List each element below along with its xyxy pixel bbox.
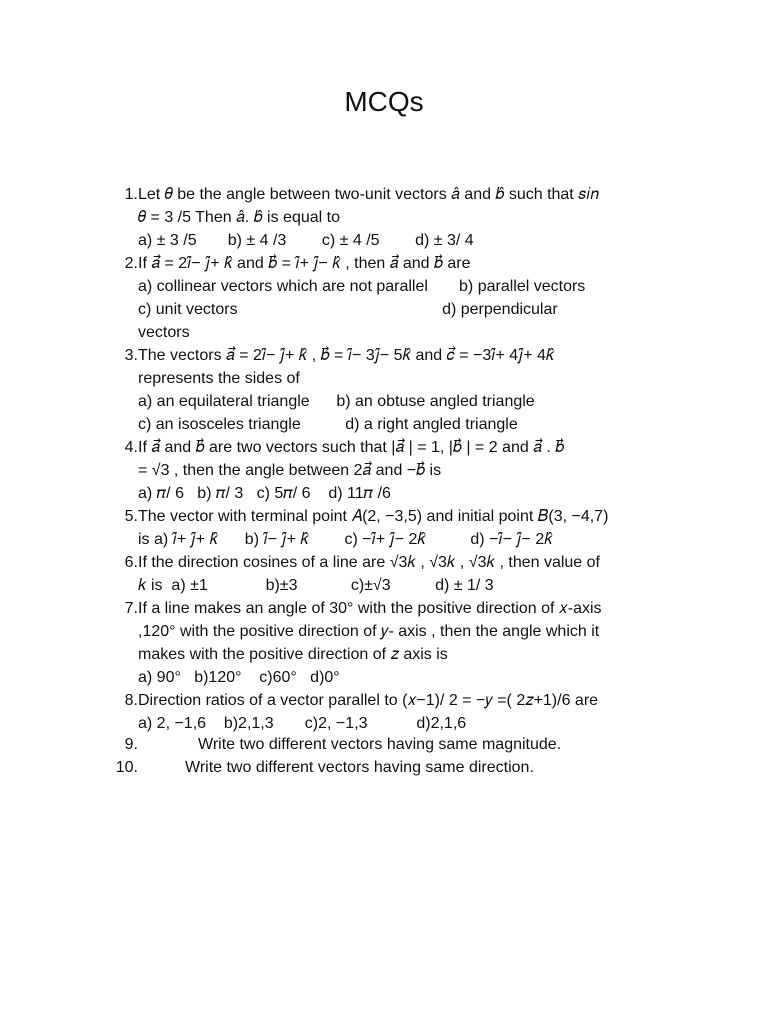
question-line: a) collinear vectors which are not parallel b) parallel vectors [138, 278, 586, 295]
question-line: 𝑘 is a) ±1 b)±3 c)±√3 d) ± 1/ 3 [138, 577, 494, 594]
question-number: 7. [124, 600, 138, 617]
question-line: If the direction cosines of a line are √3𝑘 , √3𝑘 , √3𝑘 , then value of [138, 554, 600, 571]
question-line: c) an isosceles triangle d) a right angled triangle [138, 416, 518, 433]
question-line: represents the sides of [138, 370, 300, 387]
question-1 [100, 183, 680, 252]
page-title: MCQs [344, 86, 424, 117]
question-number: 9. [124, 736, 138, 753]
question-number: 4. [124, 439, 138, 456]
question-number: 2. [124, 255, 138, 272]
question-body [138, 436, 680, 505]
question-body [138, 252, 680, 344]
question-number: 10. [115, 759, 138, 776]
question-line: 𝜃 = 3 /5 Then 𝑎̂. 𝑏̂ is equal to [138, 209, 340, 226]
question-body [138, 505, 680, 551]
question-line: Direction ratios of a vector parallel to (𝑥−1)/ 2 = −𝑦 =( 2𝑧+1)/6 are [138, 692, 599, 709]
question-number: 3. [124, 347, 138, 364]
question-number: 5. [124, 508, 138, 525]
question-line: If 𝑎⃗ = 2𝑖̂− 𝑗̂+ 𝑘̂ and 𝑏⃗ = 𝑖̂+ 𝑗̂− 𝑘̂ , then 𝑎⃗ and 𝑏⃗ are [138, 255, 471, 272]
question-line: If 𝑎⃗ and 𝑏⃗ are two vectors such that |𝑎⃗ | = 1, |𝑏⃗ | = 2 and 𝑎⃗ . 𝑏⃗ [138, 439, 565, 456]
question-3 [100, 344, 680, 436]
question-body [138, 551, 680, 597]
question-line: a) 𝜋/ 6 b) 𝜋/ 3 c) 5𝜋/ 6 d) 11𝜋 /6 [138, 485, 391, 502]
question-line: ,120° with the positive direction of 𝑦- axis , then the angle which it [138, 623, 600, 640]
question-line: a) 90° b)120° c)60° d)0° [138, 669, 340, 686]
question-7 [100, 597, 680, 689]
question-line: = √3 , then the angle between 2𝑎⃗ and −𝑏⃗ is [138, 462, 442, 479]
question-line: a) 2, −1,6 b)2,1,3 c)2, −1,3 d)2,1,6 [138, 715, 467, 732]
question-number: 1. [124, 186, 138, 203]
question-number: 6. [124, 554, 138, 571]
question-body [138, 183, 680, 252]
question-body [138, 344, 680, 436]
question-number: 8. [124, 692, 138, 709]
question-line: is a) 𝑖̂+ 𝑗̂+ 𝑘̂ b) 𝑖̂− 𝑗̂+ 𝑘̂ c) −𝑖̂+ 𝑗̂− 2𝑘̂ d) −𝑖̂− 𝑗̂− 2𝑘̂ [138, 531, 553, 548]
question-line: The vectors 𝑎⃗ = 2𝑖̂− 𝑗̂+ 𝑘̂ , 𝑏⃗ = 𝑖̂− 3𝑗̂− 5𝑘̂ and 𝑐⃗ = −3𝑖̂+ 4𝑗̂+ 4𝑘̂ [138, 347, 555, 364]
question-5 [100, 505, 680, 551]
question-line: a) an equilateral triangle b) an obtuse angled triangle [138, 393, 535, 410]
question-line: vectors [138, 324, 190, 341]
question-body [138, 689, 680, 735]
question-line: If a line makes an angle of 30° with the positive direction of 𝑥-axis [138, 600, 602, 617]
question-body [138, 597, 680, 689]
question-text: Write two different vectors having same direction. [185, 759, 534, 776]
question-line: makes with the positive direction of 𝑧 axis is [138, 646, 448, 663]
question-6 [100, 551, 680, 597]
question-text: Write two different vectors having same magnitude. [198, 736, 562, 753]
question-2 [100, 252, 680, 344]
question-4 [100, 436, 680, 505]
question-line: Let 𝜃 be the angle between two-unit vectors 𝑎̂ and 𝑏̂ such that 𝑠𝑖𝑛 [138, 186, 599, 203]
question-line: The vector with terminal point 𝐴(2, −3,5) and initial point 𝐵(3, −4,7) [138, 508, 609, 525]
question-8 [100, 689, 680, 735]
question-line: c) unit vectors d) perpendicular [138, 301, 558, 318]
question-line: a) ± 3 /5 b) ± 4 /3 c) ± 4 /5 d) ± 3/ 4 [138, 232, 474, 249]
